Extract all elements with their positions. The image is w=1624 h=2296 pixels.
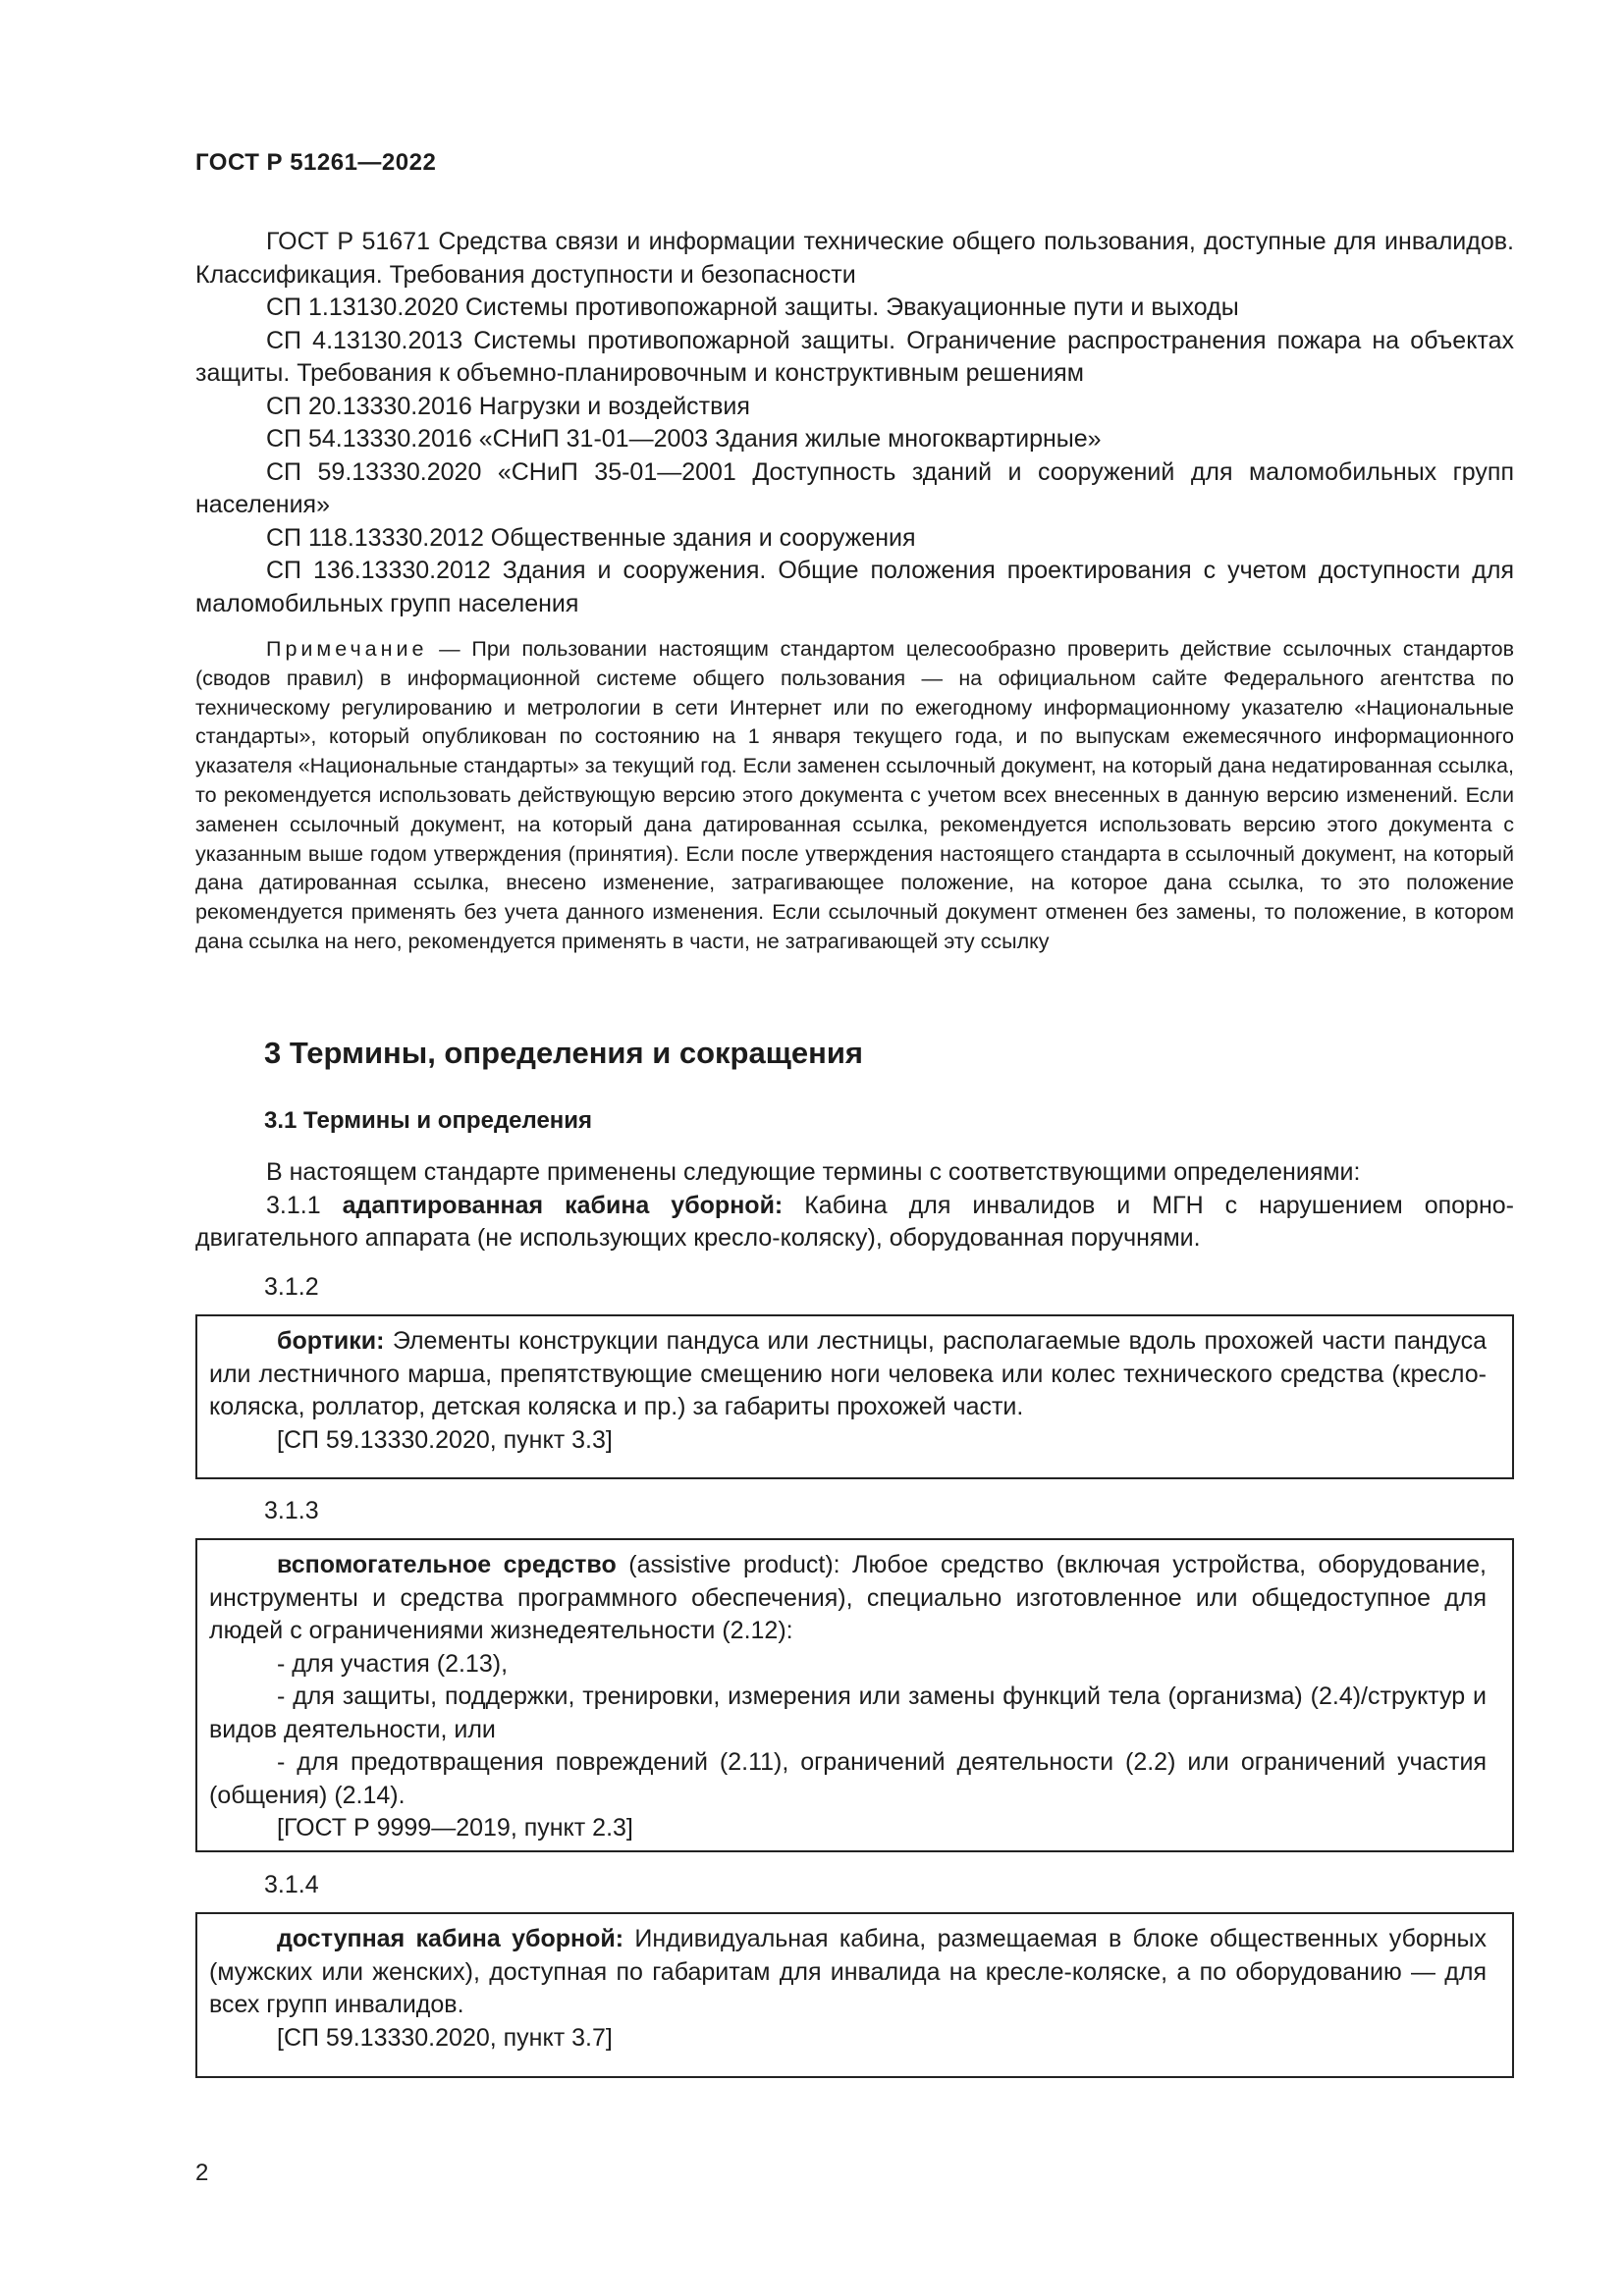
list-item: - для защиты, поддержки, тренировки, измерения или замены функций тела (организма) (2.4)/структур и видов деятельности, или: [209, 1682, 1487, 1743]
list-item: - для участия (2.13),: [277, 1649, 509, 1678]
term-name: доступная кабина уборной:: [277, 1925, 624, 1952]
term-source: [ГОСТ Р 9999—2019, пункт 2.3]: [277, 1814, 633, 1842]
term-box-3-1-2: [195, 1314, 1514, 1479]
term-definition: Элементы конструкции пандуса или лестницы, располагаемые вдоль прохожей части пандуса или лестничного марша, препятствующие смещению ноги человека или колес технического средства (кресло-коляска, роллатор, детская коляска и пр.) за габариты прохожей части.: [209, 1327, 1487, 1420]
reference-item: ГОСТ Р 51671 Средства связи и информации технические общего пользования, доступные для инвалидов. Классификация. Требования доступности и безопасности: [195, 228, 1514, 289]
subsection-title: 3.1 Термины и определения: [264, 1107, 593, 1134]
term-number: 3.1.2: [264, 1273, 319, 1301]
term-definition: Кабина для инвалидов и МГН с нарушением опорно-двигательного аппарата (не использующих кресло-коляску), оборудованная поручнями.: [195, 1191, 1514, 1252]
reference-item: СП 54.13330.2016 «СНиП 31-01—2003 Здания жилые многоквартирные»: [266, 425, 1102, 453]
term-name: адаптированная кабина уборной:: [342, 1191, 784, 1219]
reference-item: СП 118.13330.2012 Общественные здания и сооружения: [266, 523, 916, 552]
reference-item: СП 136.13330.2012 Здания и сооружения. Общие положения проектирования с учетом доступности для маломобильных групп населения: [195, 557, 1514, 617]
term-body: [209, 1325, 1487, 1424]
term-number: 3.1.4: [264, 1871, 319, 1898]
note-paragraph: [195, 635, 1514, 957]
term-number: 3.1.3: [264, 1497, 319, 1524]
normative-references-list: [195, 226, 1514, 620]
list-item: - для предотвращения повреждений (2.11), ограничений деятельности (2.2) или ограничений участия (общения) (2.14).: [209, 1748, 1487, 1809]
terms-intro: В настоящем стандарте применены следующие термины с соответствующими определениями:: [266, 1158, 1361, 1186]
term-name: вспомогательное средство: [277, 1551, 617, 1578]
term-3-1-1: [195, 1190, 1514, 1255]
term-number: 3.1.1: [266, 1191, 321, 1219]
reference-item: СП 59.13330.2020 «СНиП 35-01—2001 Доступность зданий и сооружений для маломобильных групп населения»: [195, 457, 1514, 518]
page-number: 2: [195, 2160, 209, 2186]
term-definition: (assistive product): Любое средство (включая устройства, оборудование, инструменты и средства программного обеспечения), специально изготовленное или общедоступное для людей с ограничениями жизнедеятельности (2.12):: [209, 1551, 1487, 1644]
reference-item: СП 1.13130.2020 Системы противопожарной защиты. Эвакуационные пути и выходы: [266, 294, 1239, 321]
note-text: — При пользовании настоящим стандартом целесообразно проверить действие ссылочных стандартов (сводов правил) в информационной системе общего пользования — на официальном сайте Федерального агентства по техническому регулированию и метрологии в сети Интернет или по ежегодному информационному указателю «Национальные стандарты», который опубликован по состоянию на 1 января текущего года, и по выпускам ежемесячного информационного указателя «Национальные стандарты» за текущий год. Если заменен ссылочный документ, на который дана недатированная ссылка, то рекомендуется использовать действующую версию этого документа с учетом всех внесенных в данную версию изменений. Если заменен ссылочный документ, на который дана датированная ссылка, рекомендуется использовать версию этого документа с указанным выше годом утверждения (принятия). Если после утверждения настоящего стандарта в ссылочный документ, на который дана датированная ссылка, внесено изменение, затрагивающее положение, на которое дана ссылка, то это положение рекомендуется применять без учета данного изменения. Если ссылочный документ отменен без замены, то положение, в котором дана ссылка на него, рекомендуется применять в части, не затрагивающей эту ссылку: [195, 637, 1514, 953]
note-label: Примечание: [266, 637, 428, 661]
terms-intro-block: [195, 1156, 1514, 1255]
section-title: 3 Термины, определения и сокращения: [264, 1036, 863, 1070]
reference-item: СП 20.13330.2016 Нагрузки и воздействия: [266, 392, 750, 420]
page-header: ГОСТ Р 51261—2022: [195, 149, 437, 176]
term-source: [СП 59.13330.2020, пункт 3.7]: [277, 2023, 613, 2052]
term-name: бортики:: [277, 1327, 385, 1355]
term-body: [209, 1923, 1487, 2022]
term-box-3-1-3: [195, 1538, 1514, 1852]
term-definition: Индивидуальная кабина, размещаемая в блоке общественных уборных (мужских или женских), доступная по габаритам для инвалида на кресле-коляске, а по оборудованию — для всех групп инвалидов.: [209, 1925, 1487, 2018]
term-box-3-1-4: [195, 1912, 1514, 2078]
reference-item: СП 4.13130.2013 Системы противопожарной защиты. Ограничение распространения пожара на объектах защиты. Требования к объемно-планировочным и конструктивным решениям: [195, 326, 1514, 387]
term-source: [СП 59.13330.2020, пункт 3.3]: [277, 1425, 613, 1454]
term-body: [209, 1549, 1487, 1648]
